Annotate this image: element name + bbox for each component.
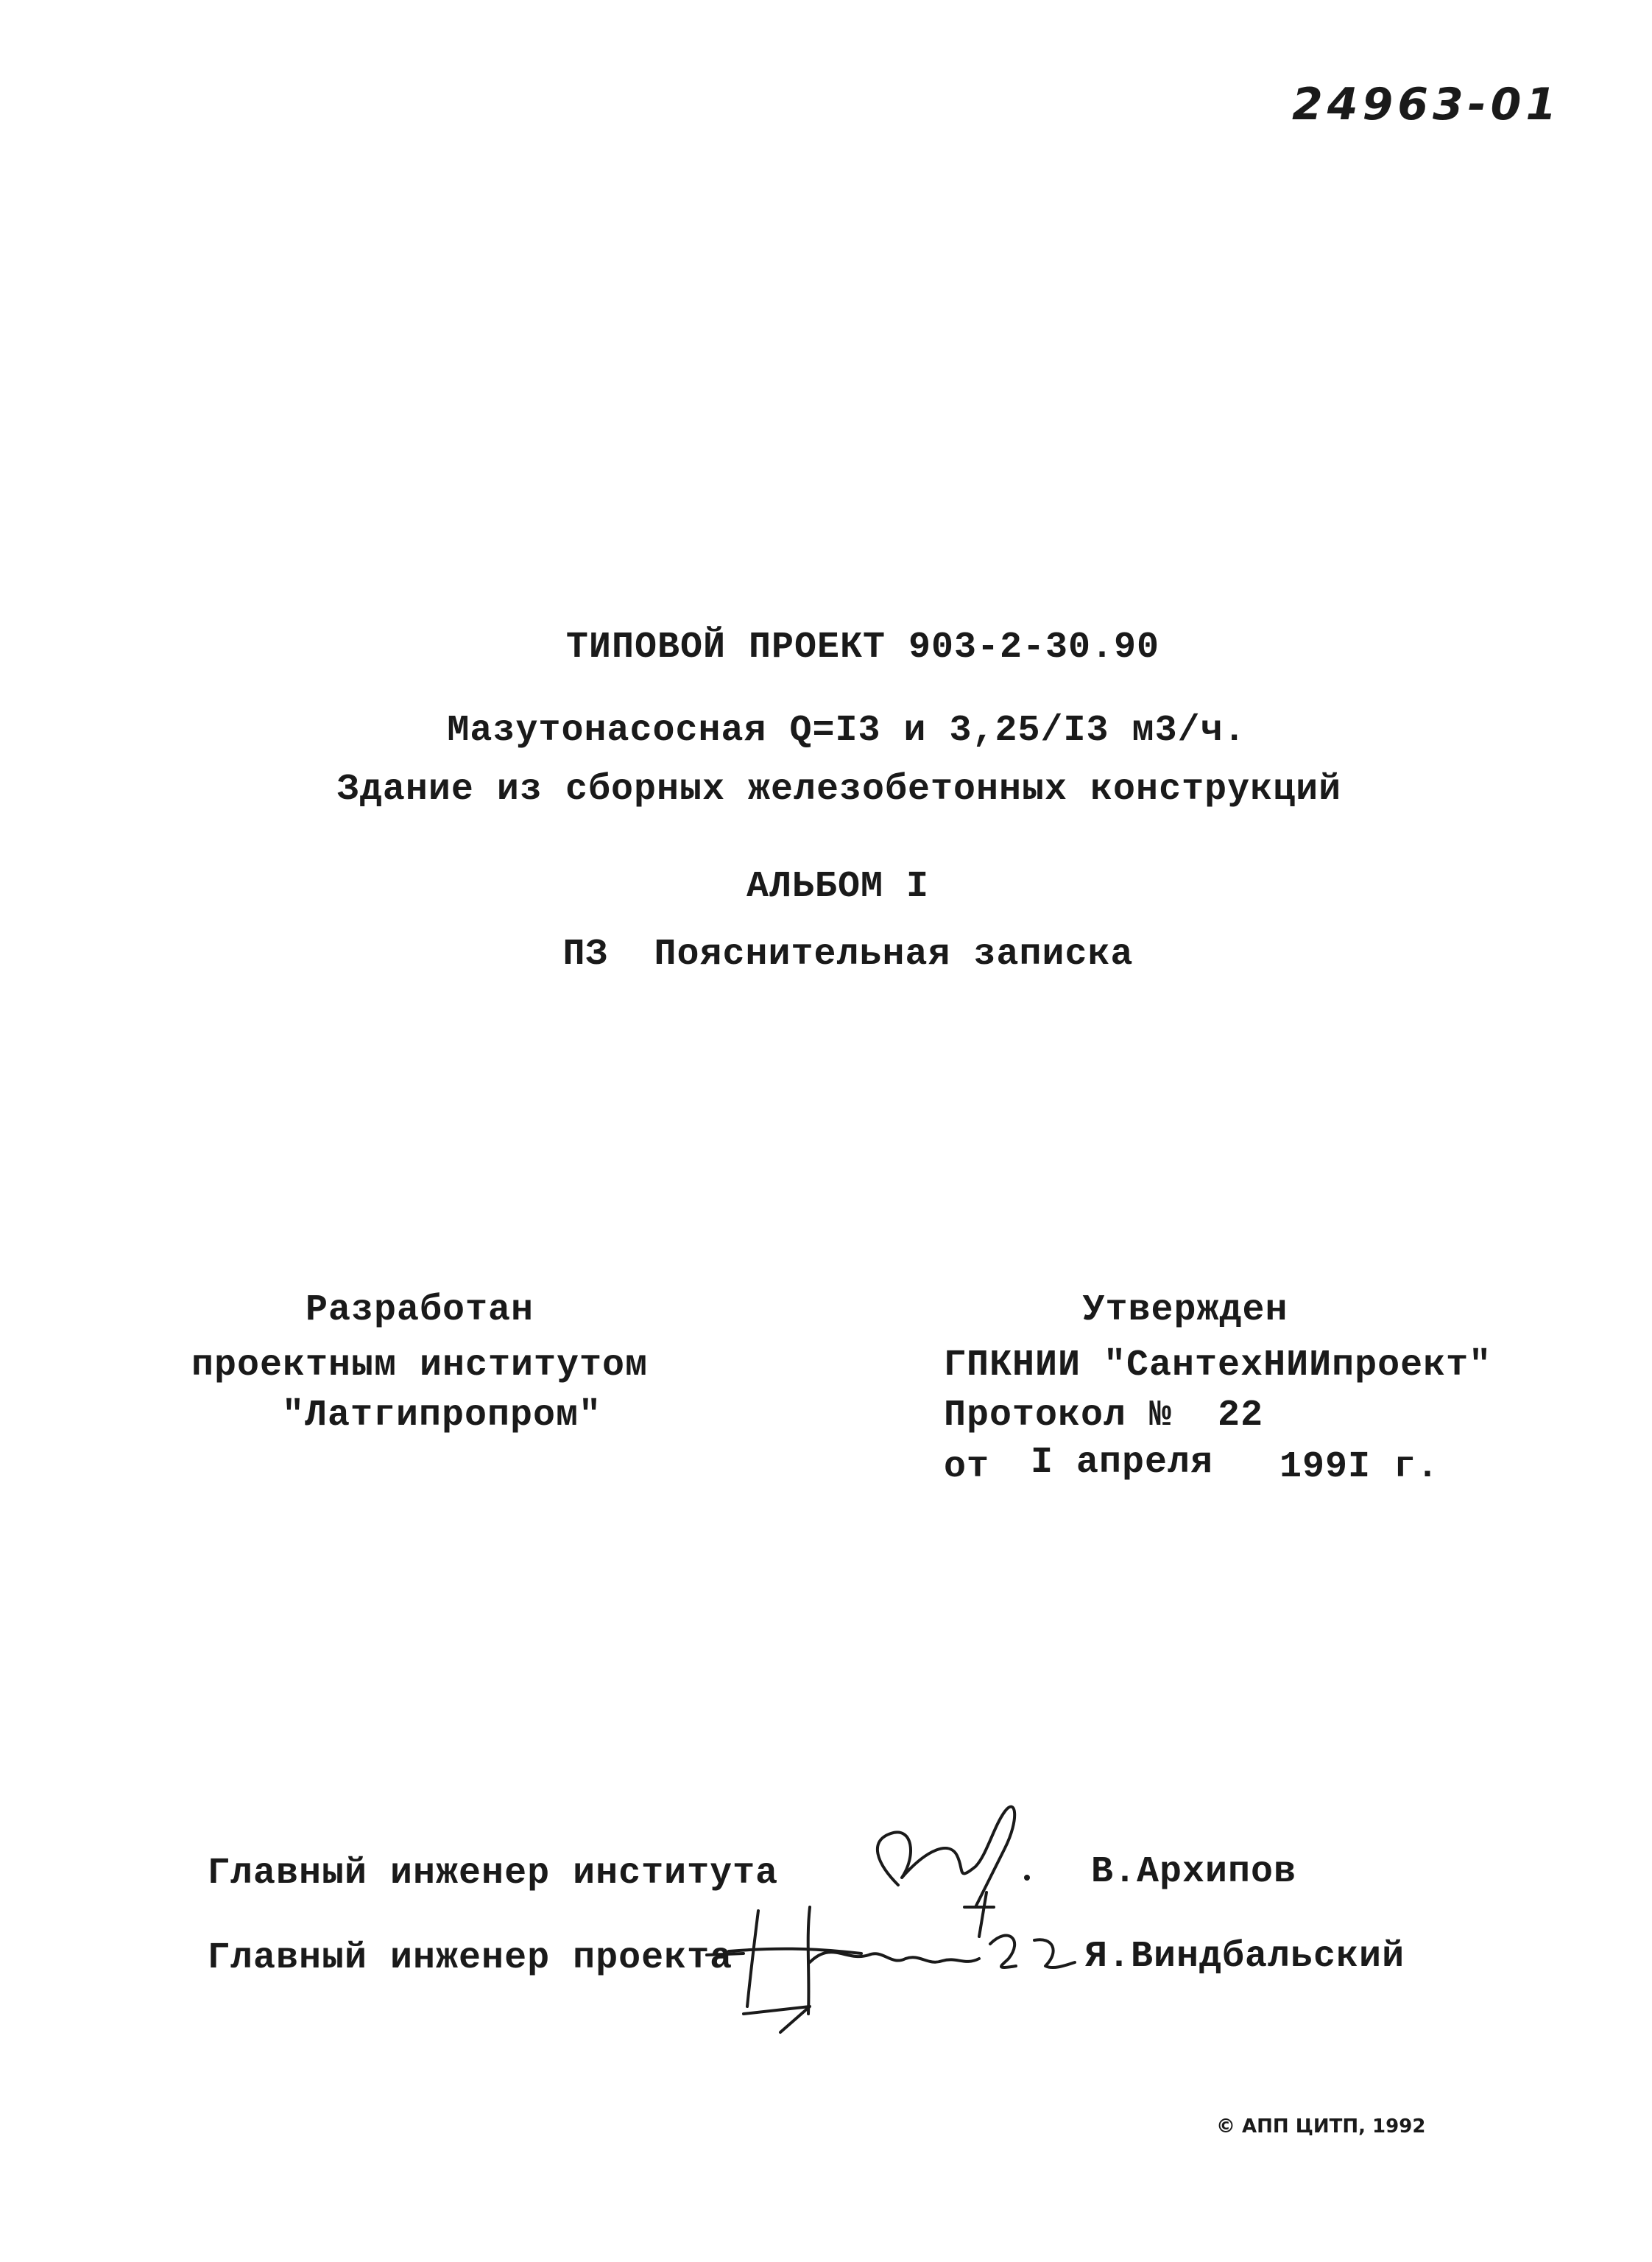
signature-name-institute: В.Архипов bbox=[1091, 1851, 1297, 1893]
approval-year: 199I г. bbox=[1279, 1446, 1440, 1488]
section-label: ПЗ Пояснительная записка bbox=[562, 934, 1134, 976]
signature-name-project: Я.Виндбальский bbox=[1085, 1936, 1405, 1978]
approved-label: Утвержден bbox=[1082, 1289, 1288, 1331]
album-label: АЛЬБОМ I bbox=[746, 866, 930, 908]
developed-by-institute: проектным институтом bbox=[191, 1345, 649, 1387]
approver-organization: ГПКНИИ "СантехНИИпроект" bbox=[944, 1345, 1492, 1387]
archive-number: 24963-01 bbox=[1292, 79, 1561, 130]
developed-label: Разработан bbox=[305, 1289, 534, 1331]
signature-role-institute: Главный инженер института bbox=[208, 1853, 779, 1895]
protocol-number: Протокол № 22 bbox=[944, 1395, 1264, 1437]
title-line-2: Здание из сборных железобетонных конструкций bbox=[336, 769, 1342, 811]
title-line-1: Мазутонасосная Q=I3 и 3,25/I3 м3/ч. bbox=[447, 710, 1246, 752]
developer-name: "Латгипропром" bbox=[281, 1395, 602, 1437]
signature-role-project: Главный инженер проекта bbox=[208, 1937, 733, 1979]
approval-date-prefix: от bbox=[944, 1446, 990, 1488]
project-title: ТИПОВОЙ ПРОЕКТ 903-2-30.90 bbox=[565, 627, 1160, 669]
copyright-notice: © АПП ЦИТП, 1992 bbox=[1216, 2115, 1426, 2138]
signature-mark-project bbox=[699, 1896, 1082, 2036]
approval-date: I апреля bbox=[1031, 1442, 1214, 1484]
